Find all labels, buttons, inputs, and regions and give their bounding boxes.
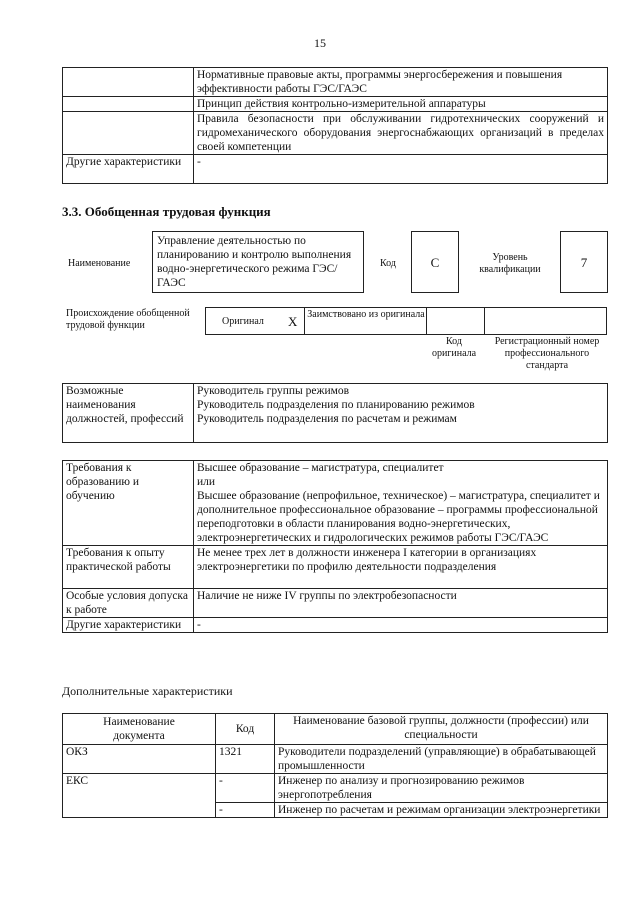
requirements-table [62, 460, 608, 633]
label-cell: Требования к опыту практической работы [63, 546, 194, 589]
table-row [63, 155, 608, 184]
label-cell: Другие характеристики [63, 155, 194, 184]
code-cell: - [216, 774, 275, 803]
label-cell: Требования к образованию и обучению [63, 461, 194, 546]
section-title: 3.3. Обобщенная трудовая функция [62, 204, 271, 219]
value-cell: Нормативные правовые акты, программы энергосбережения и повышения эффективности работы ГЭС/ГАЭС [194, 68, 608, 97]
borrowed-label: Заимствовано из оригинала [307, 309, 425, 320]
table-header-row [63, 714, 608, 745]
value-cell [194, 384, 608, 443]
top-knowledge-table [62, 67, 608, 184]
text-line: или [197, 476, 216, 488]
divider [484, 308, 485, 334]
code-cell: - [216, 803, 275, 818]
label-cell: Особые условия допуска к работе [63, 589, 194, 618]
doc-cell [63, 803, 216, 818]
gtf-name-box: Управление деятельностью по планированию и контролю выполнения водно-энергетического режима ГЭС/ГАЭС [152, 231, 364, 293]
list-item: Руководитель группы режимов [197, 385, 350, 397]
doc-cell: ОКЗ [63, 745, 216, 774]
origin-label: Происхождение обобщенной трудовой функции [66, 308, 190, 331]
original-mark: X [288, 314, 298, 329]
column-header: Наименование базовой группы, должности (профессии) или специальности [275, 714, 608, 745]
doc-cell: ЕКС [63, 774, 216, 803]
label-cell [63, 68, 194, 97]
code-cell: 1321 [216, 745, 275, 774]
value-cell [194, 589, 608, 618]
value-cell [194, 461, 608, 546]
table-row [63, 774, 608, 803]
value-cell [194, 546, 608, 589]
level-label: Уровень квалификации [479, 252, 541, 275]
name-label: Наименование [68, 258, 131, 269]
list-item: Руководитель подразделения по планированию режимов [197, 399, 475, 411]
label-cell [63, 97, 194, 112]
table-row [63, 461, 608, 546]
table-row [63, 546, 608, 589]
text-line: Высшее образование – магистратура, специалитет [197, 462, 444, 474]
additional-title: Дополнительные характеристики [62, 684, 233, 698]
divider [304, 308, 305, 334]
table-row [63, 97, 608, 112]
code-original-label: Код оригинала [431, 336, 477, 359]
name-cell: Инженер по расчетам и режимам организации электроэнергетики [275, 803, 608, 818]
gtf-code-box: С [411, 231, 459, 293]
page-number: 15 [314, 36, 326, 50]
table-row [63, 68, 608, 97]
name-cell: Инженер по анализу и прогнозированию режимов энергопотребления [275, 774, 608, 803]
text-line: Высшее образование (непрофильное, техническое) – магистратура, специалитет и дополнительное профессиональное образование – программы профессиональной переподготовки в области планирования водно-энергетических, электроэнергетических и гидрологических режимов работы ГЭС/ГАЭС [197, 490, 600, 544]
value-cell: - [194, 155, 608, 184]
text-line: - [197, 619, 201, 631]
table-row [63, 384, 608, 443]
additional-table [62, 713, 608, 818]
original-label: Оригинал [222, 316, 264, 327]
text-line: Наличие не ниже IV группы по электробезопасности [197, 590, 457, 602]
table-row [63, 589, 608, 618]
label-cell: Возможные наименования должностей, профессий [63, 384, 194, 443]
reg-number-label: Регистрационный номер профессионального стандарта [494, 336, 600, 371]
value-cell: Принцип действия контрольно-измерительной аппаратуры [194, 97, 608, 112]
code-label: Код [380, 258, 396, 269]
level-value-box: 7 [560, 231, 608, 293]
divider [426, 308, 427, 334]
value-cell: Правила безопасности при обслуживании гидротехнических сооружений и гидромеханического оборудования энергоснабжающих организаций в пределах своей компетенции [194, 112, 608, 155]
column-header: Наименование документа [63, 714, 216, 745]
table-row [63, 745, 608, 774]
positions-table [62, 383, 608, 443]
text-line: Не менее трех лет в должности инженера I категории в организациях электроэнергетики по профилю деятельности подразделения [197, 547, 537, 573]
origin-row [205, 307, 607, 335]
label-cell [63, 112, 194, 155]
column-header: Код [216, 714, 275, 745]
label-cell: Другие характеристики [63, 618, 194, 633]
list-item: Руководитель подразделения по расчетам и режимам [197, 413, 457, 425]
name-cell: Руководители подразделений (управляющие) в обрабатывающей промышленности [275, 745, 608, 774]
table-row [63, 803, 608, 818]
table-row [63, 618, 608, 633]
table-row [63, 112, 608, 155]
value-cell [194, 618, 608, 633]
